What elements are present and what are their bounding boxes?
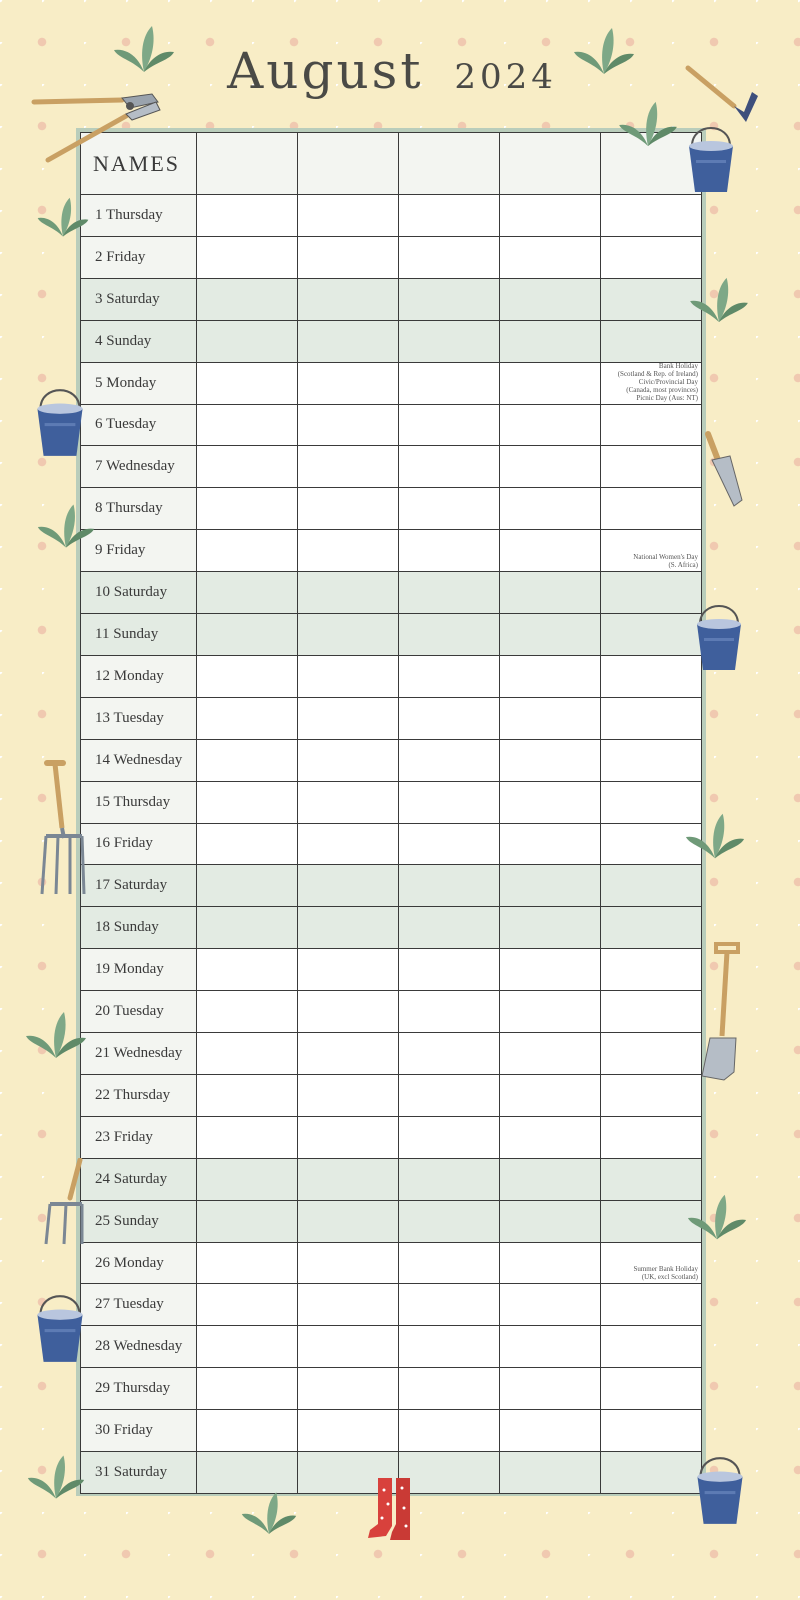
day-entry-cell[interactable] (601, 1284, 702, 1326)
day-entry-cell[interactable] (399, 1159, 500, 1201)
leaf-sprig-icon (572, 26, 636, 78)
day-entry-cell[interactable] (500, 865, 601, 907)
day-entry-cell[interactable] (399, 572, 500, 614)
day-entry-cell[interactable] (500, 1410, 601, 1452)
day-entry-cell[interactable] (500, 572, 601, 614)
day-entry-cell[interactable] (197, 488, 298, 530)
day-entry-cell[interactable] (500, 1284, 601, 1326)
day-entry-cell[interactable] (601, 991, 702, 1033)
day-entry-cell[interactable] (197, 363, 298, 405)
day-entry-cell[interactable] (601, 488, 702, 530)
day-label: 19 Monday (81, 949, 197, 991)
day-entry-cell[interactable] (601, 1452, 702, 1494)
day-label: 5 Monday (81, 363, 197, 405)
day-label: 17 Saturday (81, 865, 197, 907)
day-entry-cell[interactable] (298, 698, 399, 740)
day-entry-cell[interactable] (601, 1117, 702, 1159)
day-label: 13 Tuesday (81, 698, 197, 740)
day-entry-cell[interactable] (399, 405, 500, 447)
holiday-note-line: (Canada, most provinces) (626, 385, 698, 394)
trowel-icon (700, 430, 746, 508)
day-entry-cell[interactable] (298, 1033, 399, 1075)
day-entry-cell[interactable] (601, 530, 702, 572)
bucket-icon (694, 598, 744, 674)
day-entry-cell[interactable] (500, 824, 601, 866)
day-entry-cell[interactable] (399, 1117, 500, 1159)
day-entry-cell[interactable] (197, 614, 298, 656)
day-entry-cell[interactable] (197, 1117, 298, 1159)
day-entry-cell[interactable] (500, 656, 601, 698)
day-entry-cell[interactable] (500, 614, 601, 656)
day-label: 6 Tuesday (81, 405, 197, 447)
day-entry-cell[interactable] (399, 530, 500, 572)
day-entry-cell[interactable] (197, 1033, 298, 1075)
day-entry-cell[interactable] (197, 446, 298, 488)
day-entry-cell[interactable] (601, 1033, 702, 1075)
day-entry-cell[interactable] (500, 405, 601, 447)
names-header: NAMES (81, 133, 197, 195)
day-entry-cell[interactable] (197, 1284, 298, 1326)
day-entry-cell[interactable] (197, 740, 298, 782)
day-entry-cell[interactable] (399, 1284, 500, 1326)
day-entry-cell[interactable] (500, 363, 601, 405)
day-entry-cell[interactable] (601, 1368, 702, 1410)
day-entry-cell[interactable] (399, 1243, 500, 1285)
day-entry-cell[interactable] (399, 614, 500, 656)
day-entry-cell[interactable] (298, 1368, 399, 1410)
day-label: 21 Wednesday (81, 1033, 197, 1075)
day-label: 15 Thursday (81, 782, 197, 824)
day-entry-cell[interactable] (601, 1410, 702, 1452)
day-label: 27 Tuesday (81, 1284, 197, 1326)
day-entry-cell[interactable] (500, 237, 601, 279)
day-entry-cell[interactable] (500, 740, 601, 782)
holiday-note (633, 1265, 698, 1281)
day-entry-cell[interactable] (197, 195, 298, 237)
day-label: 7 Wednesday (81, 446, 197, 488)
holiday-note-line: (UK, excl Scotland) (641, 1273, 698, 1282)
day-label: 31 Saturday (81, 1452, 197, 1494)
day-entry-cell[interactable] (197, 530, 298, 572)
day-entry-cell[interactable] (500, 1117, 601, 1159)
day-entry-cell[interactable] (601, 195, 702, 237)
name-column-header[interactable] (197, 133, 298, 195)
day-label: 9 Friday (81, 530, 197, 572)
day-entry-cell[interactable] (197, 991, 298, 1033)
day-entry-cell[interactable] (197, 572, 298, 614)
day-entry-cell[interactable] (298, 195, 399, 237)
day-entry-cell[interactable] (298, 991, 399, 1033)
day-entry-cell[interactable] (197, 1075, 298, 1117)
day-entry-cell[interactable] (500, 530, 601, 572)
day-entry-cell[interactable] (399, 824, 500, 866)
day-entry-cell[interactable] (500, 1452, 601, 1494)
day-entry-cell[interactable] (197, 907, 298, 949)
day-entry-cell[interactable] (298, 363, 399, 405)
day-entry-cell[interactable] (601, 572, 702, 614)
day-entry-cell[interactable] (197, 1410, 298, 1452)
day-label: 29 Thursday (81, 1368, 197, 1410)
day-entry-cell[interactable] (500, 1159, 601, 1201)
leaf-sprig-icon (686, 1192, 748, 1244)
day-entry-cell[interactable] (601, 237, 702, 279)
holiday-note-line: Summer Bank Holiday (633, 1265, 698, 1274)
day-entry-cell[interactable] (500, 1368, 601, 1410)
day-entry-cell[interactable] (298, 1075, 399, 1117)
garden-fork-icon (42, 1158, 88, 1248)
day-entry-cell[interactable] (601, 1243, 702, 1285)
day-entry-cell[interactable] (500, 446, 601, 488)
holiday-note-line: National Women's Day (633, 553, 698, 562)
leaf-sprig-icon (688, 276, 750, 326)
leaf-sprig-icon (26, 1450, 86, 1506)
day-entry-cell[interactable] (399, 865, 500, 907)
day-label: 12 Monday (81, 656, 197, 698)
day-entry-cell[interactable] (500, 1033, 601, 1075)
day-entry-cell[interactable] (500, 321, 601, 363)
day-label: 3 Saturday (81, 279, 197, 321)
day-label: 8 Thursday (81, 488, 197, 530)
day-entry-cell[interactable] (601, 446, 702, 488)
day-entry-cell[interactable] (298, 1326, 399, 1368)
day-entry-cell[interactable] (399, 698, 500, 740)
day-entry-cell[interactable] (197, 321, 298, 363)
day-entry-cell[interactable] (399, 782, 500, 824)
leaf-sprig-icon (36, 190, 90, 246)
day-entry-cell[interactable] (298, 656, 399, 698)
day-entry-cell[interactable] (399, 1201, 500, 1243)
day-label: 4 Sunday (81, 321, 197, 363)
day-entry-cell[interactable] (399, 949, 500, 991)
day-entry-cell[interactable] (601, 363, 702, 405)
leaf-sprig-icon (616, 100, 680, 150)
day-entry-cell[interactable] (197, 1159, 298, 1201)
bucket-icon (694, 1450, 746, 1528)
day-entry-cell[interactable] (500, 1243, 601, 1285)
day-label: 25 Sunday (81, 1201, 197, 1243)
day-entry-cell[interactable] (399, 991, 500, 1033)
day-entry-cell[interactable] (197, 782, 298, 824)
bucket-icon (34, 1288, 86, 1366)
day-entry-cell[interactable] (298, 740, 399, 782)
day-entry-cell[interactable] (601, 907, 702, 949)
day-entry-cell[interactable] (298, 530, 399, 572)
holiday-note-line: Picnic Day (Aus: NT) (636, 393, 698, 402)
day-entry-cell[interactable] (500, 195, 601, 237)
day-entry-cell[interactable] (500, 1075, 601, 1117)
day-entry-cell[interactable] (298, 1201, 399, 1243)
day-entry-cell[interactable] (298, 237, 399, 279)
leaf-sprig-icon (24, 1008, 88, 1064)
day-entry-cell[interactable] (399, 1410, 500, 1452)
day-entry-cell[interactable] (601, 614, 702, 656)
day-entry-cell[interactable] (399, 446, 500, 488)
day-entry-cell[interactable] (399, 1368, 500, 1410)
day-entry-cell[interactable] (500, 949, 601, 991)
holiday-note-line: Bank Holiday (658, 362, 698, 370)
day-entry-cell[interactable] (399, 321, 500, 363)
day-label: 11 Sunday (81, 614, 197, 656)
day-entry-cell[interactable] (601, 656, 702, 698)
day-entry-cell[interactable] (399, 907, 500, 949)
day-entry-cell[interactable] (197, 1201, 298, 1243)
day-label: 28 Wednesday (81, 1326, 197, 1368)
bucket-icon (34, 382, 86, 460)
calendar-grid (80, 132, 702, 1494)
day-entry-cell[interactable] (197, 1243, 298, 1285)
day-label: 1 Thursday (81, 195, 197, 237)
day-entry-cell[interactable] (399, 1075, 500, 1117)
day-entry-cell[interactable] (197, 237, 298, 279)
day-entry-cell[interactable] (601, 698, 702, 740)
day-entry-cell[interactable] (197, 865, 298, 907)
day-label: 18 Sunday (81, 907, 197, 949)
day-entry-cell[interactable] (399, 740, 500, 782)
day-entry-cell[interactable] (197, 405, 298, 447)
day-entry-cell[interactable] (500, 991, 601, 1033)
leaf-sprig-icon (240, 1486, 298, 1542)
day-entry-cell[interactable] (298, 865, 399, 907)
day-label: 30 Friday (81, 1410, 197, 1452)
wellington-boot-icon (366, 1474, 428, 1548)
day-entry-cell[interactable] (298, 1243, 399, 1285)
day-entry-cell[interactable] (399, 237, 500, 279)
day-entry-cell[interactable] (399, 488, 500, 530)
day-label: 23 Friday (81, 1117, 197, 1159)
day-entry-cell[interactable] (298, 405, 399, 447)
day-entry-cell[interactable] (500, 279, 601, 321)
day-entry-cell[interactable] (298, 1284, 399, 1326)
day-entry-cell[interactable] (197, 698, 298, 740)
name-column-header[interactable] (500, 133, 601, 195)
holiday-note-line: Civic/Provincial Day (638, 377, 698, 386)
day-entry-cell[interactable] (601, 1326, 702, 1368)
pruning-shears-icon (30, 88, 166, 168)
bucket-icon (686, 120, 736, 196)
day-entry-cell[interactable] (298, 614, 399, 656)
spade-icon (698, 940, 750, 1082)
holiday-note (633, 553, 698, 569)
day-label: 24 Saturday (81, 1159, 197, 1201)
day-entry-cell[interactable] (399, 279, 500, 321)
name-column-header[interactable] (399, 133, 500, 195)
day-entry-cell[interactable] (298, 782, 399, 824)
day-entry-cell[interactable] (298, 572, 399, 614)
day-label: 20 Tuesday (81, 991, 197, 1033)
day-entry-cell[interactable] (601, 740, 702, 782)
title-month: August (227, 42, 424, 100)
holiday-note-line: (S. Africa) (668, 561, 698, 570)
garden-fork-icon (38, 758, 90, 898)
day-entry-cell[interactable] (601, 279, 702, 321)
day-entry-cell[interactable] (500, 698, 601, 740)
day-entry-cell[interactable] (298, 279, 399, 321)
day-entry-cell[interactable] (197, 949, 298, 991)
day-entry-cell[interactable] (298, 1117, 399, 1159)
day-entry-cell[interactable] (298, 321, 399, 363)
day-entry-cell[interactable] (601, 405, 702, 447)
holiday-note (618, 363, 698, 402)
day-entry-cell[interactable] (197, 1368, 298, 1410)
leaf-sprig-icon (36, 502, 96, 552)
day-entry-cell[interactable] (298, 1159, 399, 1201)
day-entry-cell[interactable] (500, 488, 601, 530)
day-entry-cell[interactable] (197, 279, 298, 321)
day-label: 2 Friday (81, 237, 197, 279)
day-entry-cell[interactable] (399, 1033, 500, 1075)
day-entry-cell[interactable] (500, 907, 601, 949)
day-entry-cell[interactable] (500, 1326, 601, 1368)
day-entry-cell[interactable] (298, 949, 399, 991)
day-entry-cell[interactable] (601, 949, 702, 991)
day-entry-cell[interactable] (399, 195, 500, 237)
leaf-sprig-icon (684, 810, 746, 864)
day-entry-cell[interactable] (601, 321, 702, 363)
day-entry-cell[interactable] (500, 782, 601, 824)
day-entry-cell[interactable] (197, 1326, 298, 1368)
day-label: 16 Friday (81, 824, 197, 866)
day-entry-cell[interactable] (399, 1326, 500, 1368)
day-entry-cell[interactable] (197, 824, 298, 866)
day-label: 26 Monday (81, 1243, 197, 1285)
day-entry-cell[interactable] (399, 363, 500, 405)
day-label: 14 Wednesday (81, 740, 197, 782)
day-entry-cell[interactable] (399, 656, 500, 698)
day-entry-cell[interactable] (197, 656, 298, 698)
day-entry-cell[interactable] (298, 1410, 399, 1452)
leaf-sprig-icon (112, 24, 176, 76)
day-label: 22 Thursday (81, 1075, 197, 1117)
day-entry-cell[interactable] (298, 907, 399, 949)
day-entry-cell[interactable] (298, 488, 399, 530)
day-entry-cell[interactable] (601, 1075, 702, 1117)
day-entry-cell[interactable] (601, 865, 702, 907)
holiday-note-line: (Scotland & Rep. of Ireland) (617, 369, 698, 378)
day-entry-cell[interactable] (298, 446, 399, 488)
title-year: 2024 (454, 57, 557, 97)
day-entry-cell[interactable] (500, 1201, 601, 1243)
day-entry-cell[interactable] (298, 824, 399, 866)
name-column-header[interactable] (298, 133, 399, 195)
day-label: 10 Saturday (81, 572, 197, 614)
